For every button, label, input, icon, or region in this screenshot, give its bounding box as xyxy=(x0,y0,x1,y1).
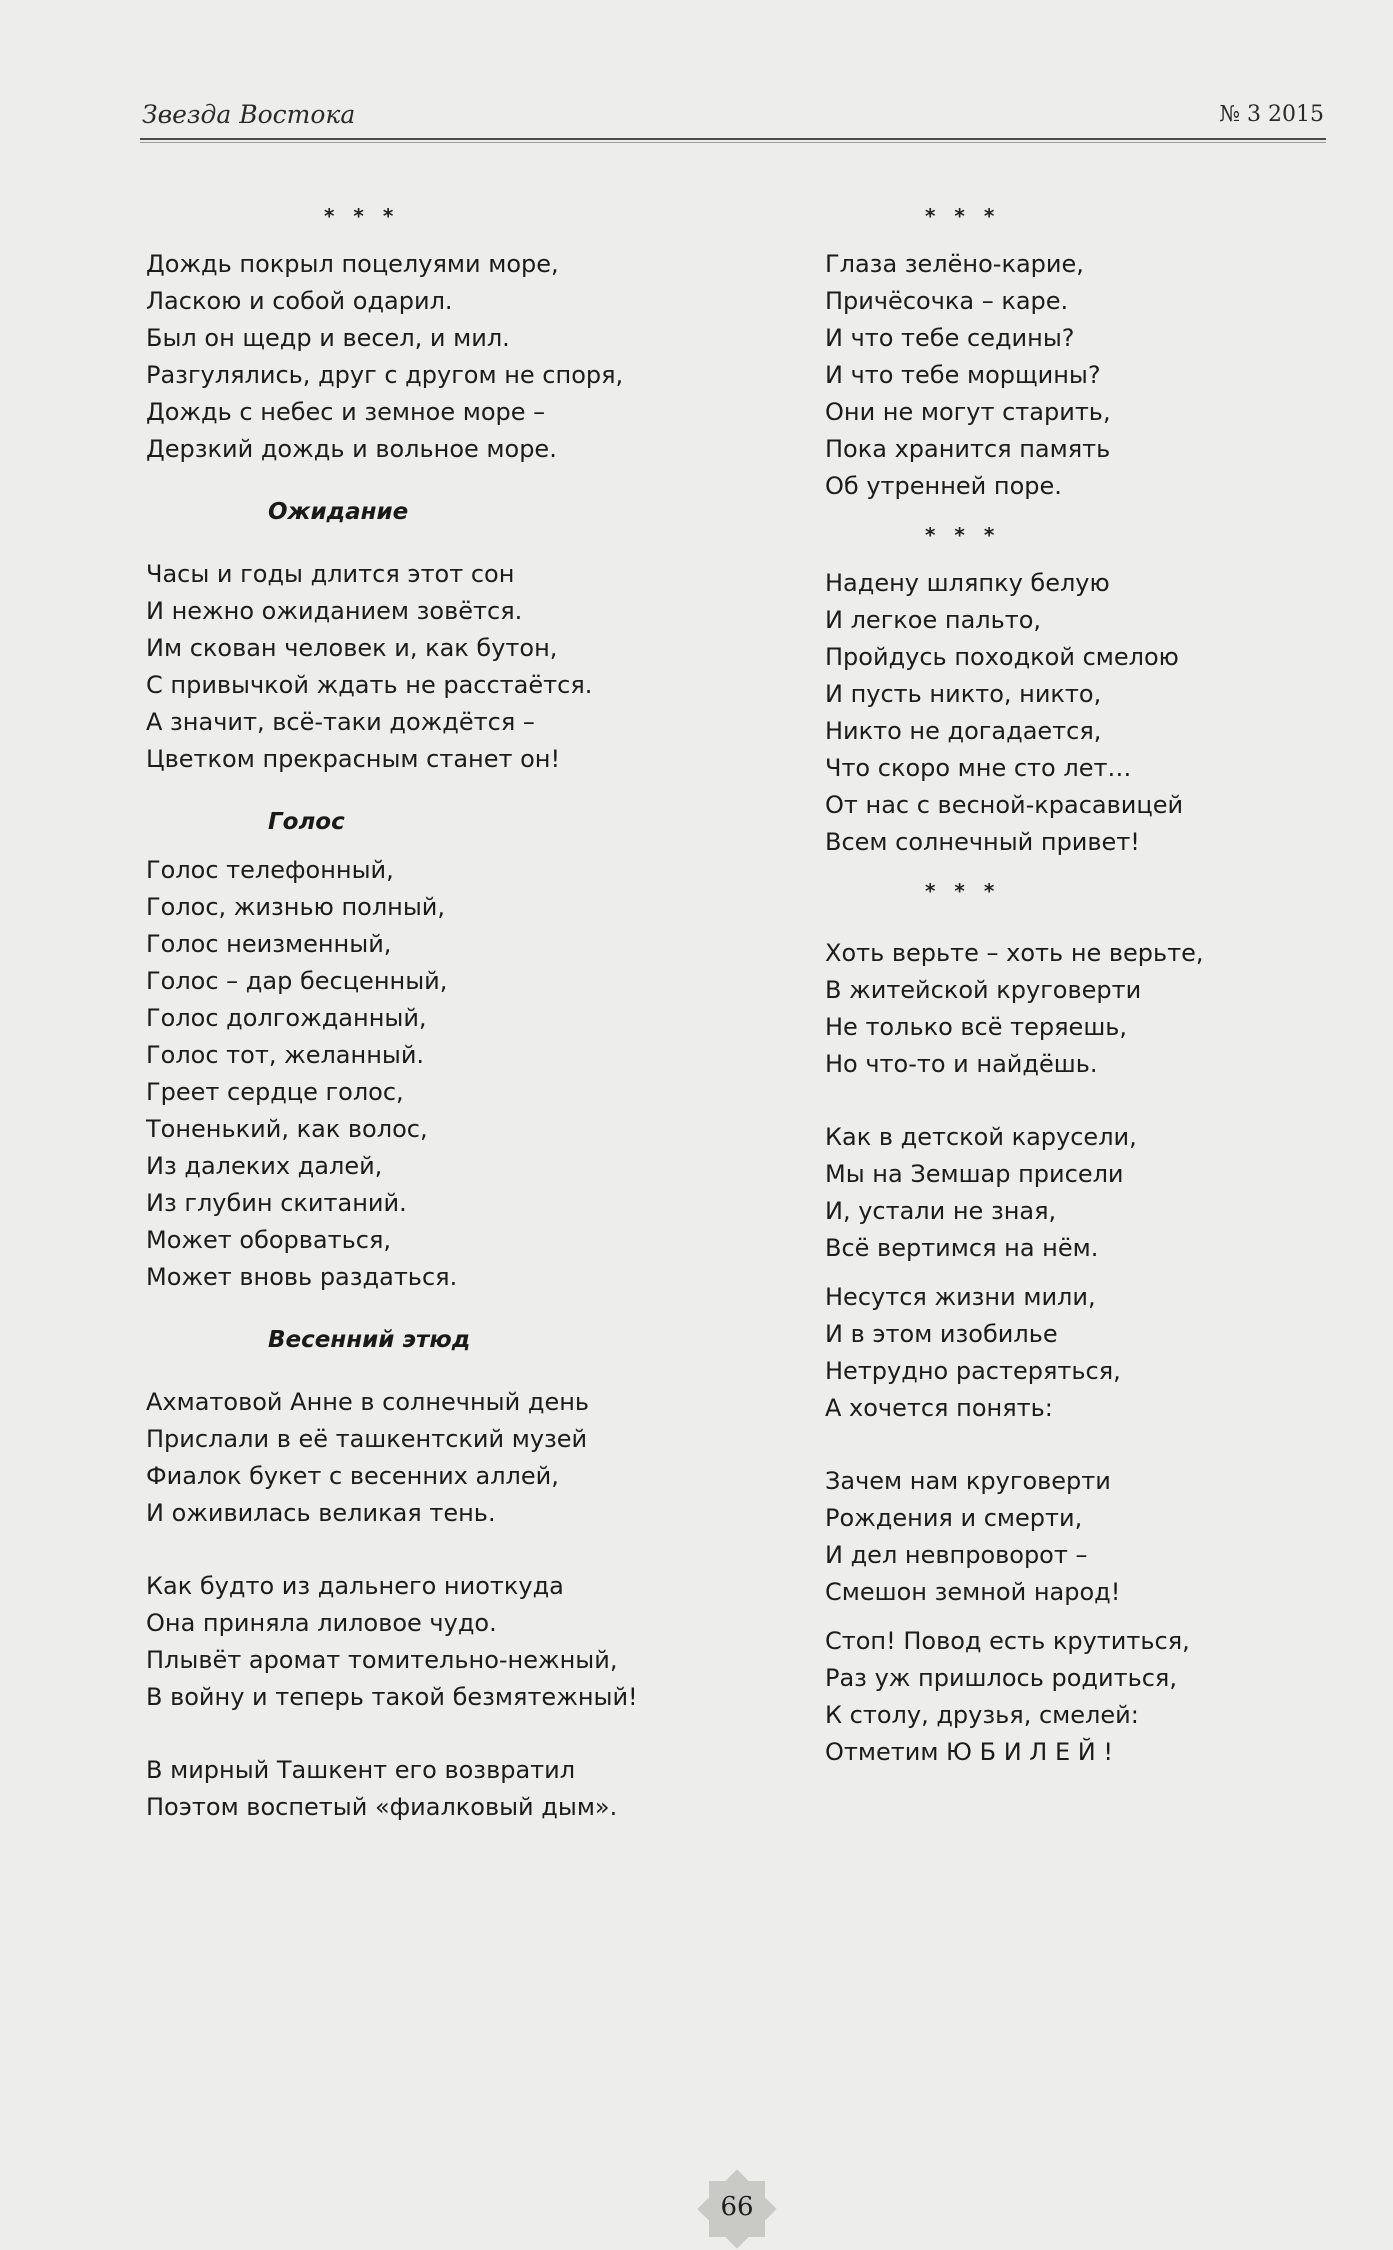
running-header xyxy=(140,96,1326,138)
poem-line: И в этом изобилье xyxy=(825,1320,1058,1348)
poem-line: Голос телефонный, xyxy=(146,856,394,884)
poem-line: Зачем нам круговерти xyxy=(825,1467,1111,1495)
poem-line: Всем солнечный привет! xyxy=(825,828,1140,856)
poem-line: Как будто из дальнего ниоткуда xyxy=(146,1572,564,1600)
poem-line: Не только всё теряешь, xyxy=(825,1013,1128,1041)
poem-line: Им скован человек и, как бутон, xyxy=(146,634,558,662)
poem-line: Стоп! Повод есть крутиться, xyxy=(825,1627,1190,1655)
poem-line: Разгулялись, друг с другом не споря, xyxy=(146,361,624,389)
poem-line: Причёсочка – каре. xyxy=(825,287,1069,315)
header-rule xyxy=(140,138,1326,140)
poem-line: Надену шляпку белую xyxy=(825,569,1110,597)
page-number-badge xyxy=(696,2168,778,2250)
section-stars: * * * xyxy=(925,204,1001,228)
poem-line: Может вновь раздаться. xyxy=(146,1263,458,1291)
poem-line: Но что-то и найдёшь. xyxy=(825,1050,1098,1078)
poem-line: Поэтом воспетый «фиалковый дым». xyxy=(146,1793,618,1821)
header-rule-thin xyxy=(140,142,1326,143)
poem-line: И пусть никто, никто, xyxy=(825,680,1102,708)
poem-line: Был он щедр и весел, и мил. xyxy=(146,324,510,352)
poem-line: Дождь покрыл поцелуями море, xyxy=(146,250,559,278)
poem-title: Весенний этюд xyxy=(268,1327,471,1353)
poem-line: Плывёт аромат томительно-нежный, xyxy=(146,1646,618,1674)
poem-line: Голос неизменный, xyxy=(146,930,392,958)
poem-line: Она приняла лиловое чудо. xyxy=(146,1609,497,1637)
poem-line: Никто не догадается, xyxy=(825,717,1102,745)
poem-line: Пока хранится память xyxy=(825,435,1111,463)
poem-line: Ласкою и собой одарил. xyxy=(146,287,453,315)
poem-line: Из глубин скитаний. xyxy=(146,1189,407,1217)
poem-line: Всё вертимся на нём. xyxy=(825,1234,1099,1262)
poem-line: К столу, друзья, смелей: xyxy=(825,1701,1139,1729)
poem-line: Смешон земной народ! xyxy=(825,1578,1121,1606)
issue-number: № 3 2015 xyxy=(1219,102,1324,127)
poem-line: И оживилась великая тень. xyxy=(146,1499,496,1527)
poem-line: Прислали в её ташкентский музей xyxy=(146,1425,588,1453)
poem-line: Голос – дар бесценный, xyxy=(146,967,448,995)
poem-line: В войну и теперь такой безмятежный! xyxy=(146,1683,638,1711)
poem-rain xyxy=(146,246,706,468)
poem-line: Пройдусь походкой смелою xyxy=(825,643,1179,671)
poem-line: Голос, жизнью полный, xyxy=(146,893,446,921)
poem-waiting xyxy=(146,556,706,778)
poem-line: Ахматовой Анне в солнечный день xyxy=(146,1388,590,1416)
poem-line: Несутся жизни мили, xyxy=(825,1283,1096,1311)
section-stars: * * * xyxy=(324,204,400,228)
poem-line: И что тебе седины? xyxy=(825,324,1075,352)
poem-line: И, устали не зная, xyxy=(825,1197,1057,1225)
poem-line: Тоненький, как волос, xyxy=(146,1115,428,1143)
right-column xyxy=(825,198,1295,1771)
poem-line: Рождения и смерти, xyxy=(825,1504,1083,1532)
poem-line: Мы на Земшар присели xyxy=(825,1160,1124,1188)
poem-line: Они не могут старить, xyxy=(825,398,1111,426)
poem-line: Дождь с небес и земное море – xyxy=(146,398,546,426)
poem-line: Цветком прекрасным станет он! xyxy=(146,745,561,773)
journal-title: Звезда Востока xyxy=(142,100,356,129)
poem-voice xyxy=(146,852,706,1296)
poem-line: Греет сердце голос, xyxy=(146,1078,404,1106)
poem-line: От нас с весной-красавицей xyxy=(825,791,1184,819)
poem-line: И что тебе морщины? xyxy=(825,361,1101,389)
poem-line: В житейской круговерти xyxy=(825,976,1142,1004)
poem-line: А хочется понять: xyxy=(825,1394,1053,1422)
section-stars: * * * xyxy=(925,523,1001,547)
poem-line: Из далеких далей, xyxy=(146,1152,383,1180)
poem-line: Часы и годы длится этот сон xyxy=(146,560,515,588)
poem-line: Что скоро мне сто лет… xyxy=(825,754,1132,782)
poem-line: Раз уж пришлось родиться, xyxy=(825,1664,1177,1692)
poem-line: Как в детской карусели, xyxy=(825,1123,1137,1151)
poem-jubilee xyxy=(825,935,1295,1771)
poem-line: В мирный Ташкент его возвратил xyxy=(146,1756,576,1784)
left-column xyxy=(146,198,706,1826)
poem-title: Ожидание xyxy=(268,499,409,525)
poem-line: Глаза зелёно-карие, xyxy=(825,250,1084,278)
poem-line: Может оборваться, xyxy=(146,1226,392,1254)
poem-line: Фиалок букет с весенних аллей, xyxy=(146,1462,559,1490)
poem-line: А значит, всё-таки дождётся – xyxy=(146,708,535,736)
poem-title: Голос xyxy=(268,809,345,835)
poem-line: Дерзкий дождь и вольное море. xyxy=(146,435,557,463)
poem-line: И дел невпроворот – xyxy=(825,1541,1088,1569)
poem-eyes xyxy=(825,246,1295,505)
poem-line: Об утренней поре. xyxy=(825,472,1062,500)
poem-line: Нетрудно растеряться, xyxy=(825,1357,1121,1385)
poem-line: Голос долгожданный, xyxy=(146,1004,427,1032)
poem-hat xyxy=(825,565,1295,861)
page-number: 66 xyxy=(720,2192,754,2222)
poem-line: Хоть верьте – хоть не верьте, xyxy=(825,939,1204,967)
poem-line: Голос тот, желанный. xyxy=(146,1041,425,1069)
poem-line: С привычкой ждать не расстаётся. xyxy=(146,671,593,699)
poem-line: Отметим Ю Б И Л Е Й ! xyxy=(825,1738,1113,1766)
section-stars: * * * xyxy=(925,879,1001,903)
poem-line: И легкое пальто, xyxy=(825,606,1042,634)
poem-line: И нежно ожиданием зовётся. xyxy=(146,597,523,625)
poem-spring-etude xyxy=(146,1384,706,1826)
